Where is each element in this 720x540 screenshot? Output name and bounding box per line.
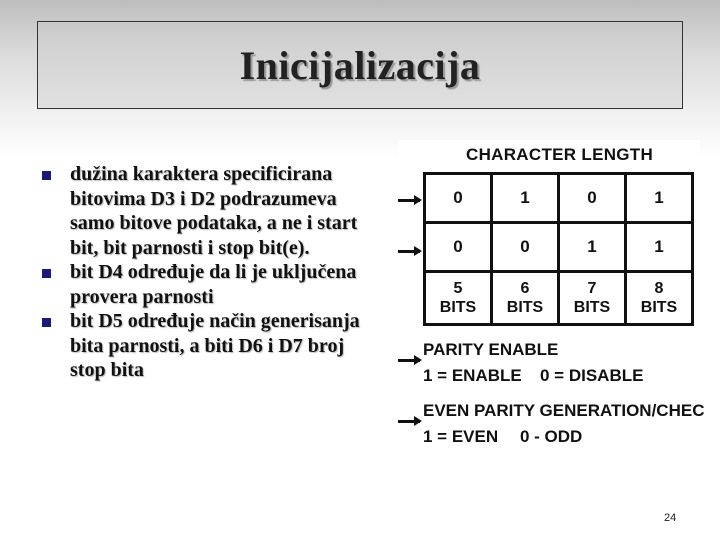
figure-title: CHARACTER LENGTH (466, 145, 654, 164)
even-parity-option-0: 0 - ODD (520, 427, 583, 446)
table-cell: 1 (559, 223, 626, 272)
even-parity-option-1: 1 = EVEN (423, 427, 499, 446)
square-bullet-icon (42, 171, 51, 180)
bits-cell (626, 272, 693, 325)
table-cell: 1 (492, 174, 559, 223)
bits-count: 7 (587, 280, 597, 297)
table-cell: 0 (492, 223, 559, 272)
character-length-table (423, 172, 694, 326)
table-cell: 1 (626, 174, 693, 223)
bullet-item (40, 309, 360, 383)
bullet-item (40, 162, 360, 260)
bits-label: BITS (640, 299, 678, 316)
table-row (425, 223, 693, 272)
bits-count: 6 (520, 280, 530, 297)
table-cell: 0 (559, 174, 626, 223)
square-bullet-icon (42, 269, 51, 278)
bullet-text: bit D4 određuje da li je uključena provera parnosti (70, 261, 357, 308)
bits-cell (425, 272, 492, 325)
bits-label: BITS (439, 299, 477, 316)
bits-cell (492, 272, 559, 325)
arrow-right-icon (398, 199, 420, 202)
bullet-text: dužina karaktera specificirana bitovima D3 i D2 podrazumeva samo bitove podataka, a ne i start bit, bit parnosti i stop bit(e). (70, 163, 358, 259)
bullet-list (40, 162, 360, 383)
control-word-figure (398, 140, 705, 450)
table-row (425, 174, 693, 223)
square-bullet-icon (42, 318, 51, 327)
bits-label: BITS (573, 299, 611, 316)
parity-enable-option-0: 0 = DISABLE (540, 366, 644, 385)
bits-count: 8 (654, 280, 664, 297)
table-cell: 0 (425, 223, 492, 272)
table-cell: 0 (425, 174, 492, 223)
bits-count: 5 (453, 280, 463, 297)
arrow-right-icon (398, 359, 420, 362)
table-row (425, 272, 693, 325)
bullet-item (40, 260, 360, 309)
page-number: 24 (664, 512, 677, 524)
arrow-right-icon (398, 250, 420, 253)
bits-label: BITS (506, 299, 544, 316)
title-box (37, 21, 683, 109)
slide-title: Inicijalizacija (239, 42, 481, 88)
even-parity-label: EVEN PARITY GENERATION/CHEC (423, 401, 705, 420)
bits-cell (559, 272, 626, 325)
parity-enable-label: PARITY ENABLE (423, 340, 559, 359)
table-cell: 1 (626, 223, 693, 272)
parity-enable-option-1: 1 = ENABLE (423, 366, 522, 385)
bullet-text: bit D5 određuje način generisanja bita parnosti, a biti D6 i D7 broj stop bita (70, 310, 360, 381)
arrow-right-icon (398, 420, 420, 423)
